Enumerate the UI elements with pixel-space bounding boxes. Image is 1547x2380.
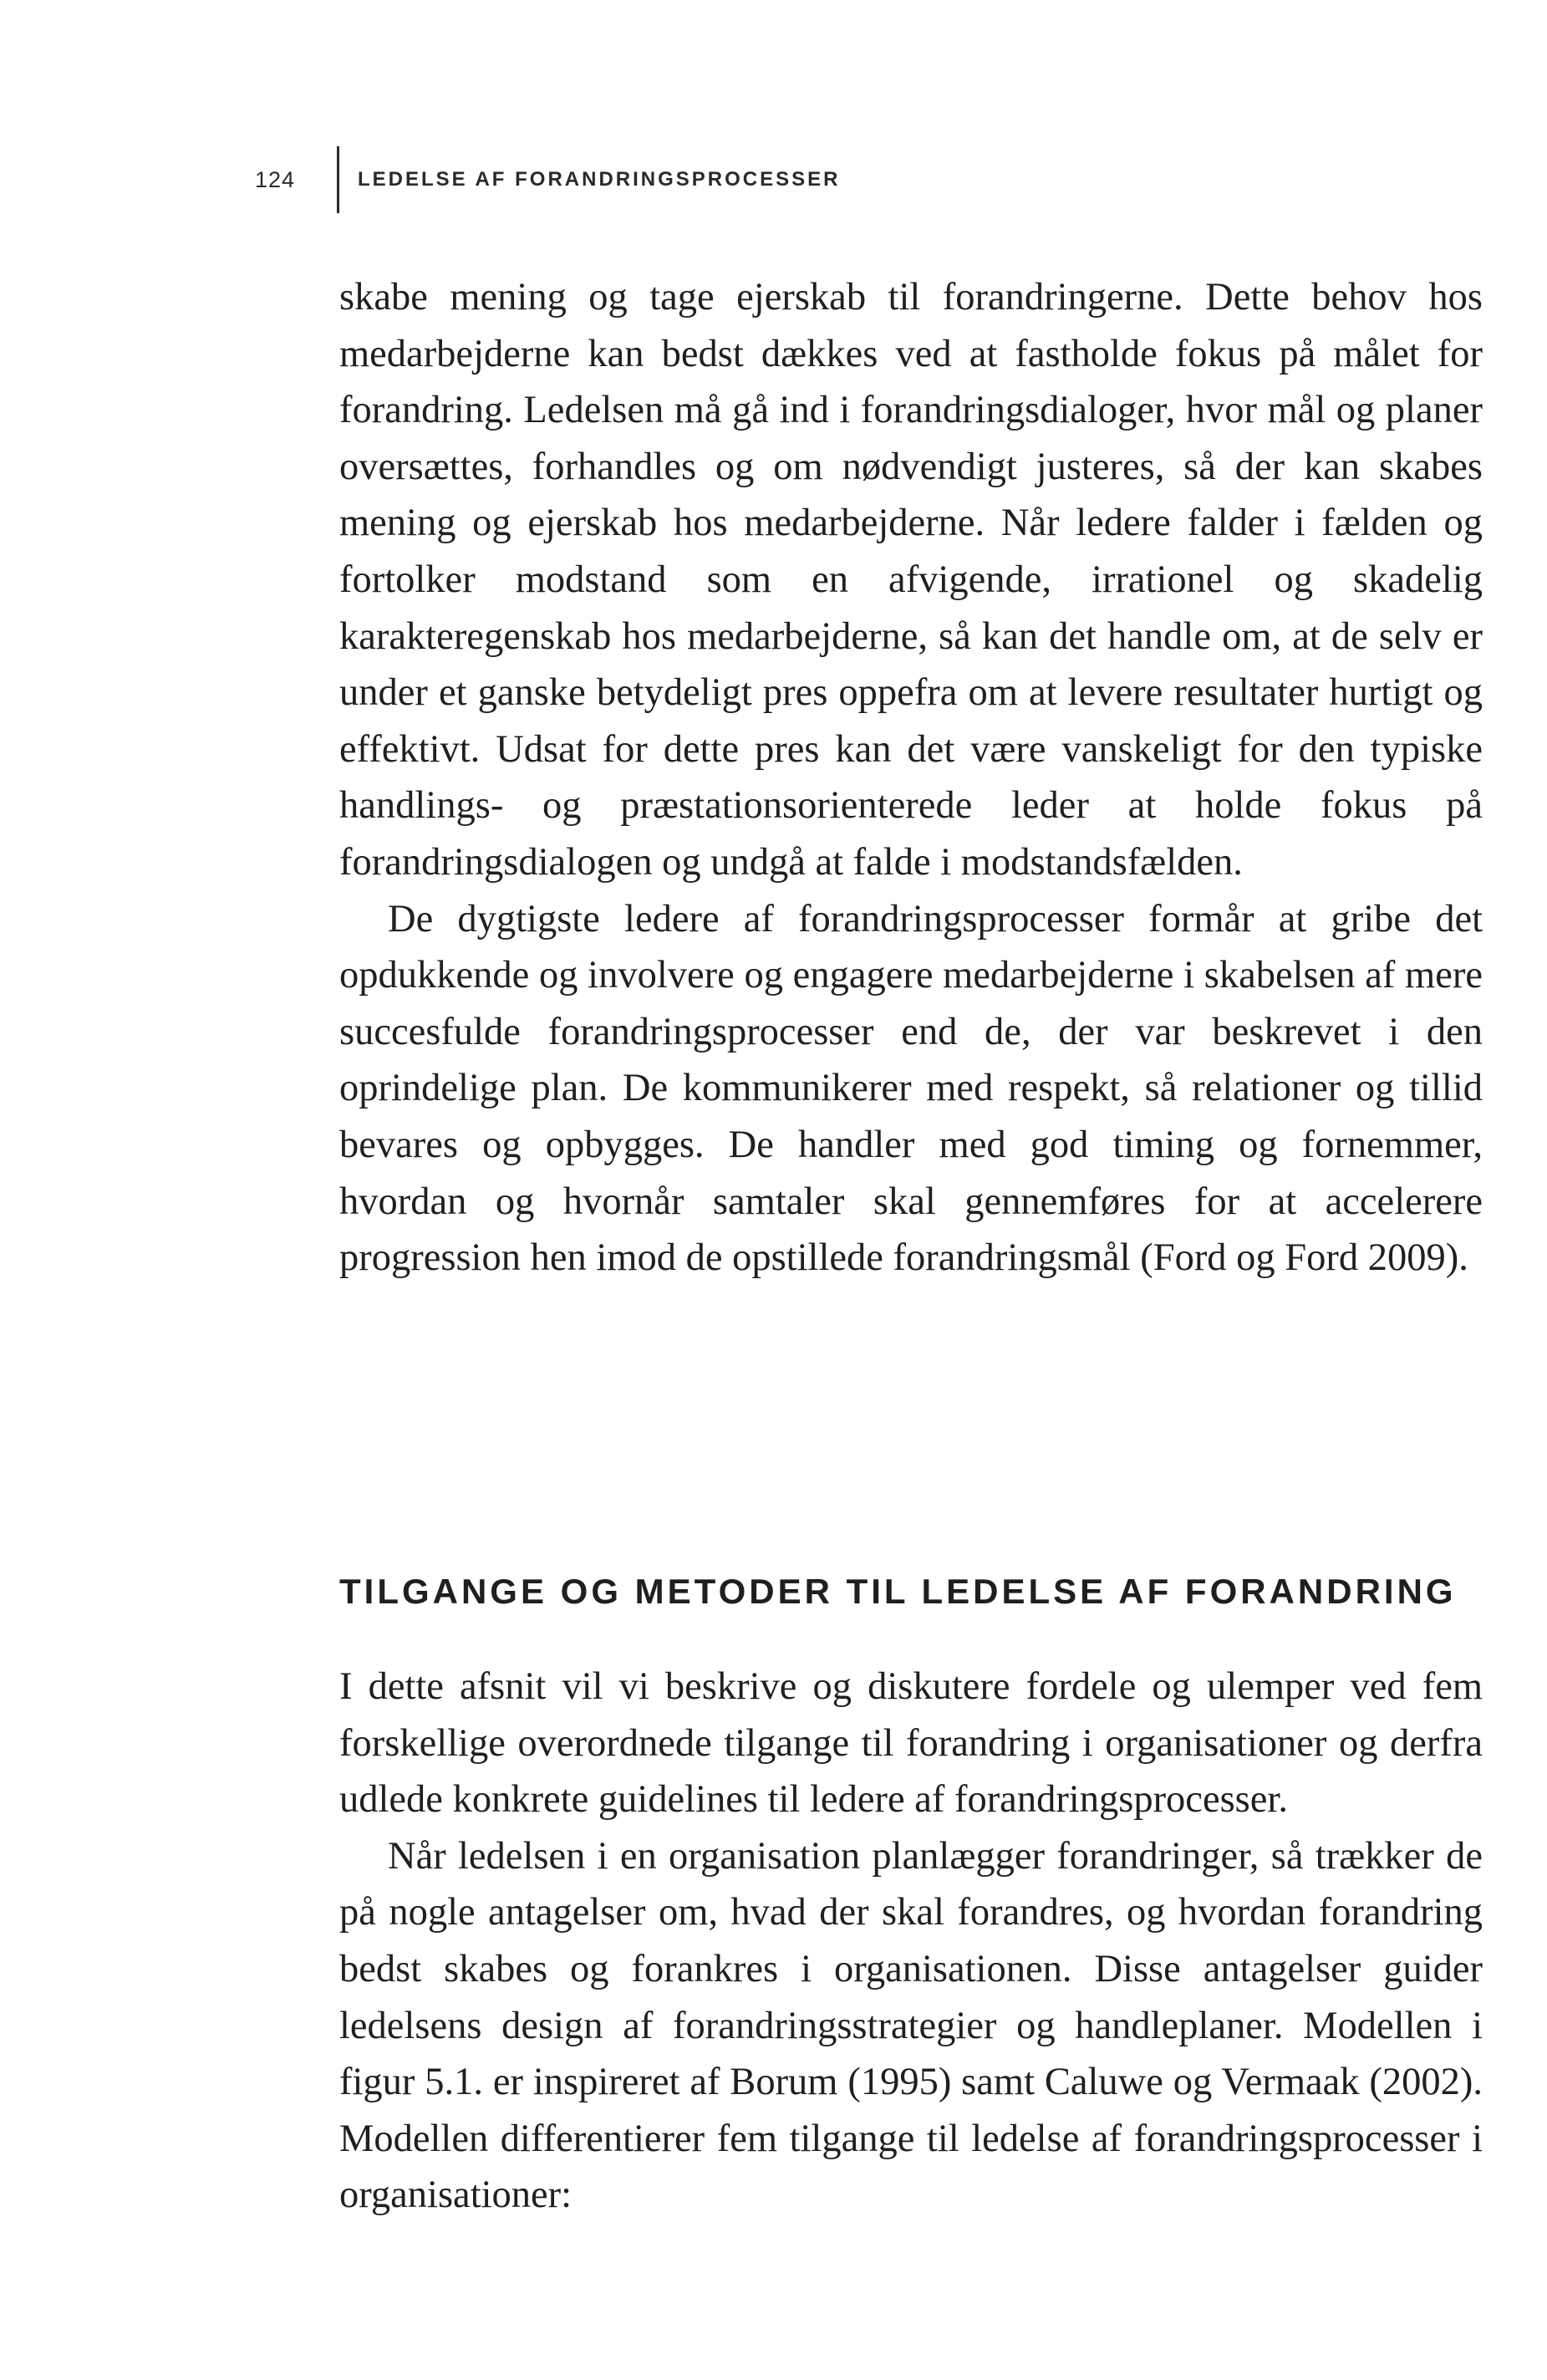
section-heading: TILGANGE OG METODER TIL LEDELSE AF FORANDRING (339, 1572, 1457, 1611)
running-header (255, 146, 841, 213)
page-number: 124 (255, 166, 296, 192)
chapter-title: LEDELSE AF FORANDRINGSPROCESSER (358, 168, 841, 191)
section-paragraph-1: I dette afsnit vil vi beskrive og diskutere fordele og ulemper ved fem forskellige overordnede tilgange til forandring i organisationer og derfra udlede konkrete guidelines til ledere af forandringsprocesser. (339, 1665, 1483, 1822)
body-paragraph-1: skabe mening og tage ejerskab til forandringerne. Dette behov hos medarbejderne kan bedst dækkes ved at fastholde fokus på målet for forandring. Ledelsen må gå ind i forandringsdialoger, hvor mål og planer oversættes, forhandles og om nødvendigt justeres, så der kan skabes mening og ejerskab hos medarbejderne. Når ledere falder i fælden og fortolker modstand som en afvigende, irrationel og skadelig karakteregenskab hos medarbejderne, så kan det handle om, at de selv er under et ganske betydeligt pres oppefra om at levere resultater hurtigt og effektivt. Udsat for dette pres kan det være vanskeligt for den typiske handlings- og præstationsorienterede leder at holde fokus på forandringsdialogen og undgå at falde i modstandsfælden. (339, 276, 1483, 884)
body-paragraph-2: De dygtigste ledere af forandringsprocesser formår at gribe det opdukkende og involvere og engagere medarbejderne i skabelsen af mere succesfulde forandringsprocesser end de, der var beskrevet i den oprindelige plan. De kommunikerer med respekt, så relationer og tillid bevares og opbygges. De handler med god timing og fornemmer, hvordan og hvornår samtaler skal gennemføres for at accelerere progression hen imod de opstillede forandringsmål (Ford og Ford 2009). (339, 897, 1483, 1280)
section-text (339, 1659, 1483, 2224)
header-divider (337, 146, 339, 213)
main-text (339, 269, 1483, 1287)
section-paragraph-2: Når ledelsen i en organisation planlægger forandringer, så trækker de på nogle antagelser om, hvad der skal forandres, og hvordan forandring bedst skabes og forankres i organisationen. Disse antagelser guider ledelsens design af forandringsstrategier og handleplaner. Modellen i figur 5.1. er inspireret af Borum (1995) samt Caluwe og Vermaak (2002). Modellen differentierer fem tilgange til ledelse af forandringsprocesser i organisationer: (339, 1834, 1483, 2217)
